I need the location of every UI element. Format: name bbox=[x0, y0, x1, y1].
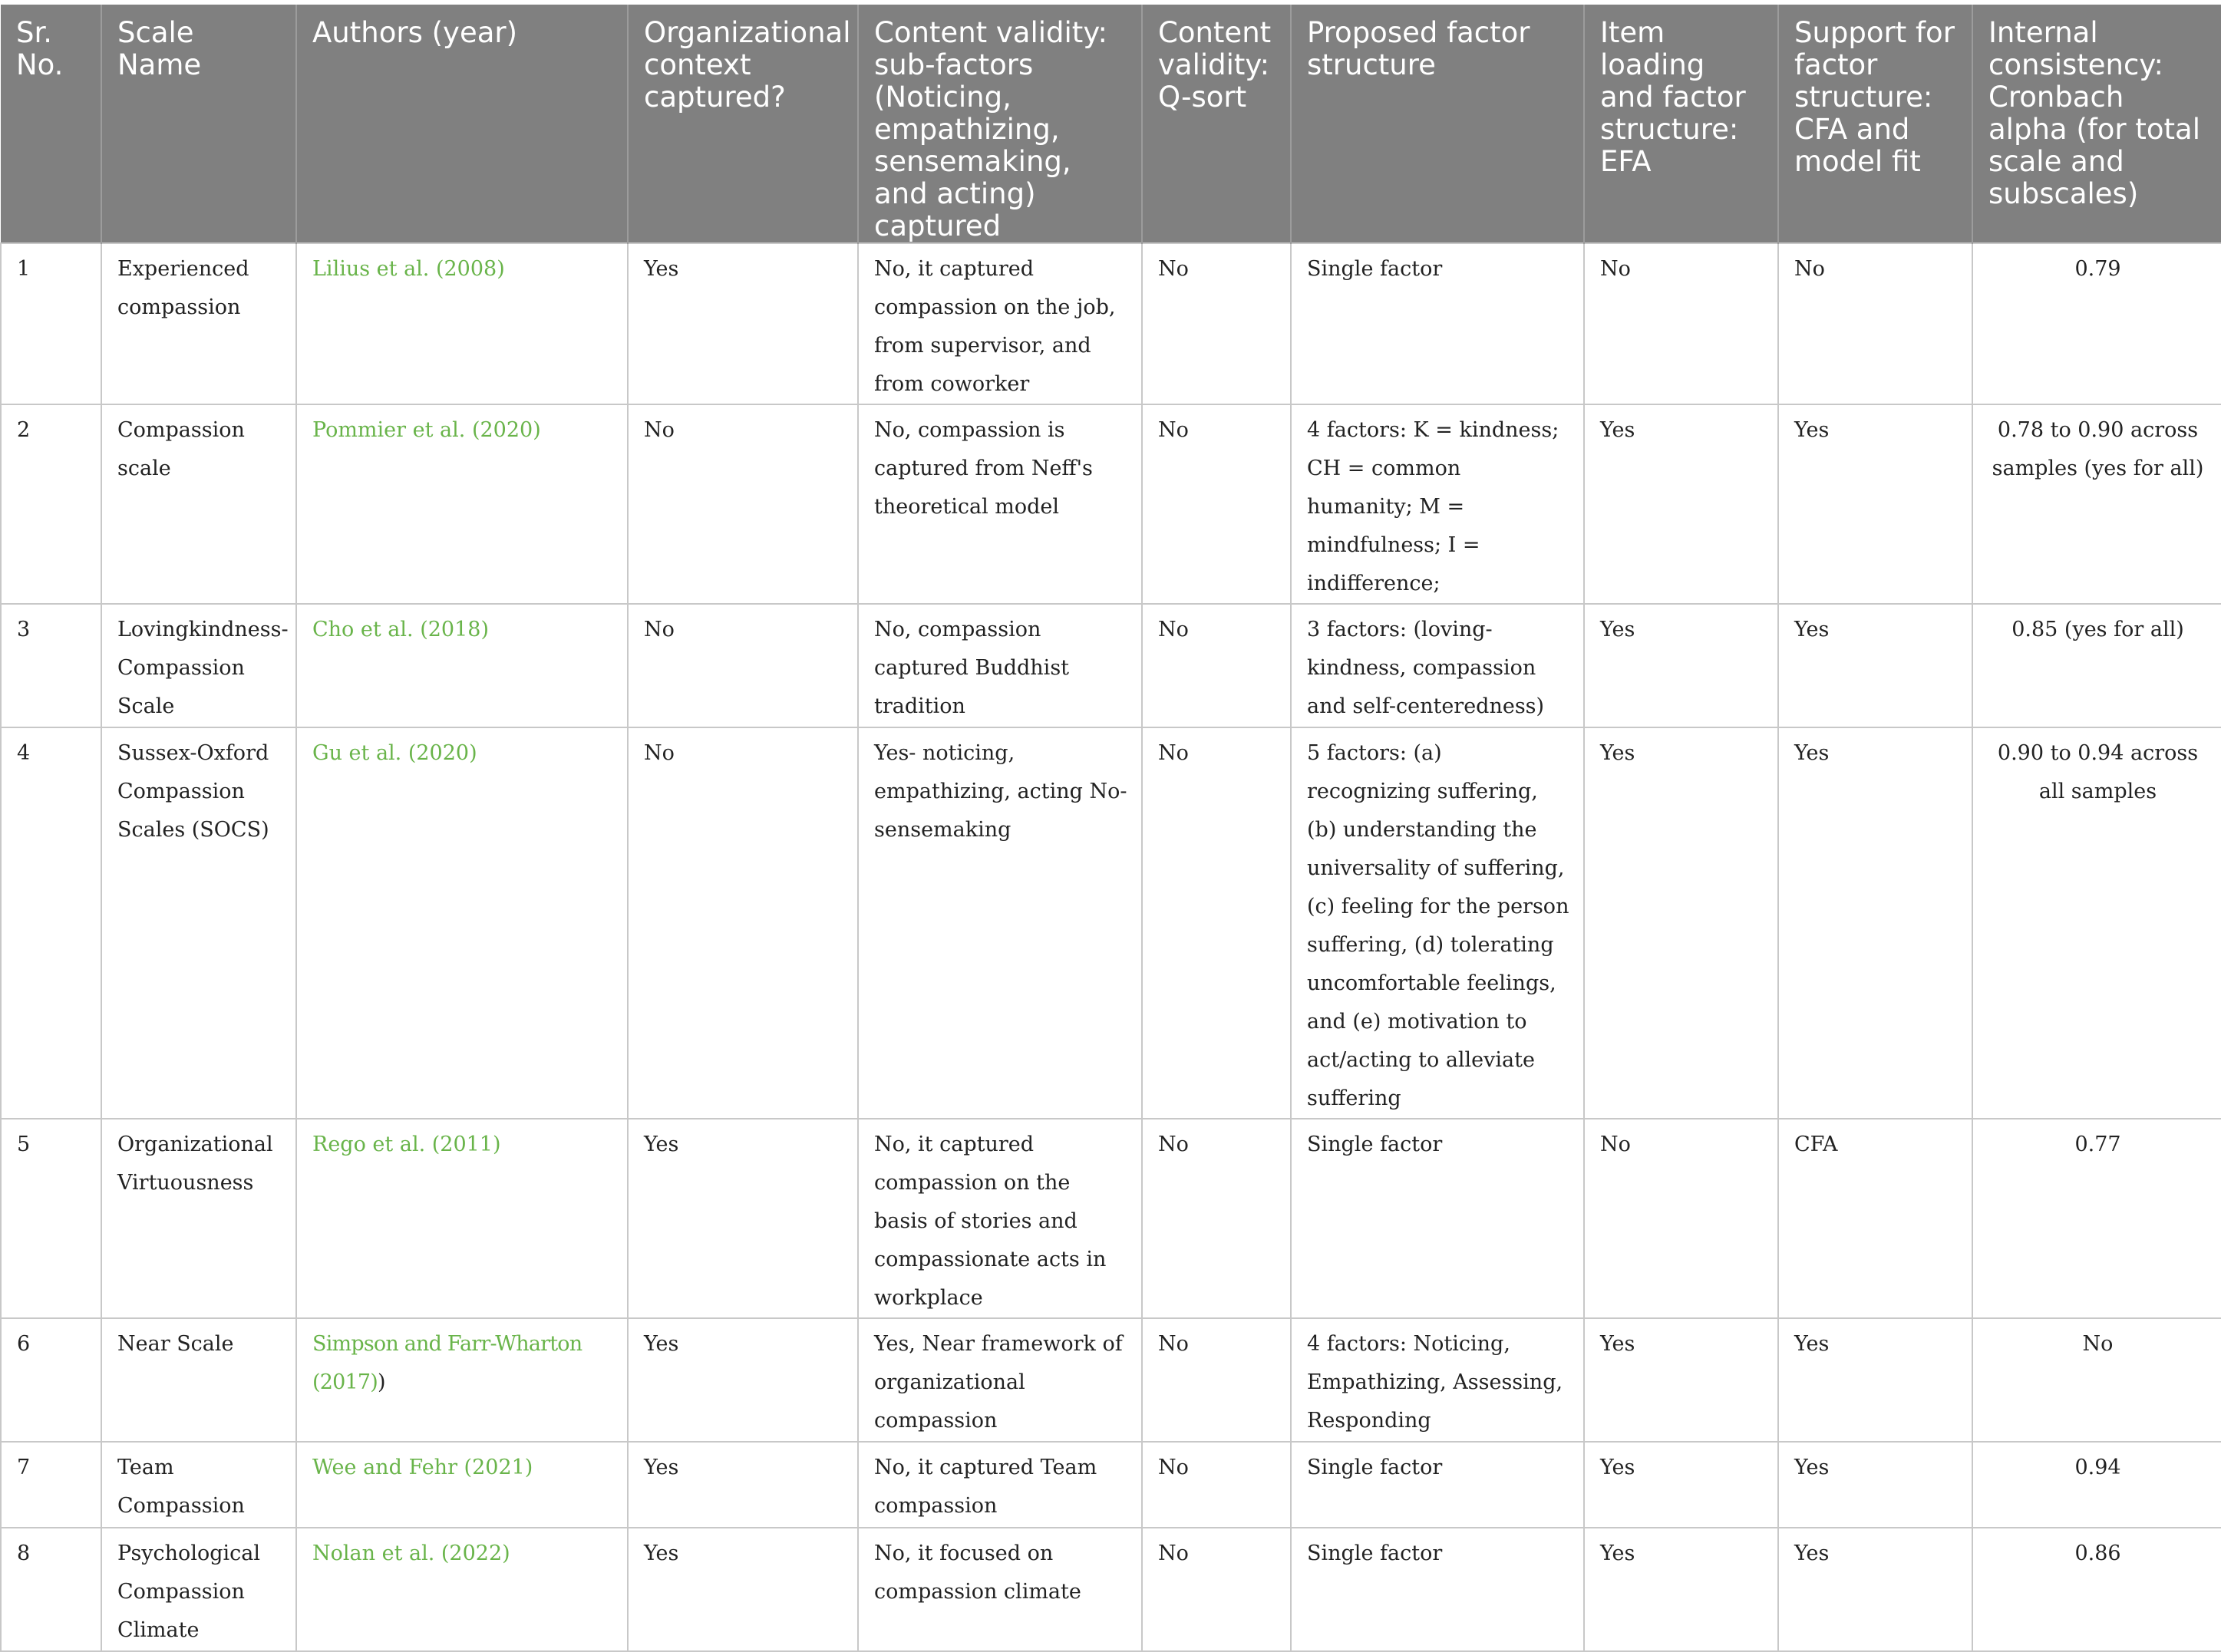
cell-authors bbox=[296, 1528, 628, 1651]
citation-link[interactable]: Wee and Fehr (2021) bbox=[312, 1456, 533, 1479]
cell-sr-no: 8 bbox=[1, 1528, 101, 1651]
citation-link[interactable]: Cho et al. (2018) bbox=[312, 618, 489, 641]
cell-sr-no: 6 bbox=[1, 1318, 101, 1442]
cell-cfa: Yes bbox=[1778, 404, 1972, 604]
cell-subfactors: No, it focused on compassion climate bbox=[858, 1528, 1142, 1651]
cell-sr-no: 2 bbox=[1, 404, 101, 604]
cell-cfa: No bbox=[1778, 243, 1972, 404]
header-scale-name: Scale Name bbox=[101, 5, 296, 243]
cell-alpha: 0.94 bbox=[1972, 1442, 2221, 1528]
cell-authors bbox=[296, 404, 628, 604]
cell-efa: No bbox=[1584, 243, 1778, 404]
cell-alpha: 0.85 (yes for all) bbox=[1972, 604, 2221, 727]
cell-org-context: No bbox=[628, 604, 858, 727]
header-cfa: Support for factor structure: CFA and model fit bbox=[1778, 5, 1972, 243]
cell-factor-structure: 5 factors: (a) recognizing suffering, (b) understanding the universality of suffering, (c) feeling for the person suffering, (d) tolerating uncomfortable feelings, and (e) motivation to act/acting to alleviate suffering bbox=[1291, 727, 1584, 1119]
header-efa: Item loading and factor structure: EFA bbox=[1584, 5, 1778, 243]
citation-link[interactable]: Pommier et al. (2020) bbox=[312, 418, 541, 442]
cell-sr-no: 1 bbox=[1, 243, 101, 404]
cell-qsort: No bbox=[1142, 1119, 1291, 1318]
cell-efa: Yes bbox=[1584, 1318, 1778, 1442]
cell-sr-no: 4 bbox=[1, 727, 101, 1119]
cell-subfactors: No, it captured compassion on the basis of stories and compassionate acts in workplace bbox=[858, 1119, 1142, 1318]
cell-authors bbox=[296, 243, 628, 404]
cell-scale-name: Lovingkindness-Compassion Scale bbox=[101, 604, 296, 727]
scales-comparison-table bbox=[0, 5, 2221, 1652]
cell-qsort: No bbox=[1142, 1528, 1291, 1651]
cell-subfactors: Yes, Near framework of organizational compassion bbox=[858, 1318, 1142, 1442]
table-row bbox=[1, 1528, 2221, 1651]
table-row bbox=[1, 604, 2221, 727]
cell-authors bbox=[296, 1119, 628, 1318]
cell-org-context: No bbox=[628, 727, 858, 1119]
cell-factor-structure: Single factor bbox=[1291, 1119, 1584, 1318]
cell-alpha: 0.78 to 0.90 across samples (yes for all) bbox=[1972, 404, 2221, 604]
cell-org-context: Yes bbox=[628, 1528, 858, 1651]
cell-org-context: No bbox=[628, 404, 858, 604]
cell-alpha: 0.86 bbox=[1972, 1528, 2221, 1651]
table-row bbox=[1, 243, 2221, 404]
header-content-validity-subfactors: Content validity: sub-factors (Noticing, empathizing, sensemaking, and acting) captured bbox=[858, 5, 1142, 243]
header-authors-year: Authors (year) bbox=[296, 5, 628, 243]
cell-factor-structure: 3 factors: (loving-kindness, compassion and self-centeredness) bbox=[1291, 604, 1584, 727]
cell-scale-name: Organizational Virtuousness bbox=[101, 1119, 296, 1318]
cell-efa: No bbox=[1584, 1119, 1778, 1318]
header-proposed-factor-structure: Proposed factor structure bbox=[1291, 5, 1584, 243]
table-row bbox=[1, 404, 2221, 604]
cell-org-context: Yes bbox=[628, 1318, 858, 1442]
cell-sr-no: 5 bbox=[1, 1119, 101, 1318]
cell-org-context: Yes bbox=[628, 243, 858, 404]
cell-cfa: Yes bbox=[1778, 1318, 1972, 1442]
cell-org-context: Yes bbox=[628, 1442, 858, 1528]
cell-factor-structure: 4 factors: K = kindness; CH = common humanity; M = mindfulness; I = indifference; bbox=[1291, 404, 1584, 604]
cell-subfactors: No, it captured Team compassion bbox=[858, 1442, 1142, 1528]
cell-factor-structure: Single factor bbox=[1291, 1528, 1584, 1651]
cell-cfa: Yes bbox=[1778, 1442, 1972, 1528]
table-row bbox=[1, 1119, 2221, 1318]
table-row bbox=[1, 727, 2221, 1119]
cell-authors bbox=[296, 727, 628, 1119]
cell-qsort: No bbox=[1142, 1318, 1291, 1442]
cell-factor-structure: Single factor bbox=[1291, 1442, 1584, 1528]
header-sr-no: Sr. No. bbox=[1, 5, 101, 243]
cell-subfactors: No, it captured compassion on the job, from supervisor, and from coworker bbox=[858, 243, 1142, 404]
cell-cfa: Yes bbox=[1778, 727, 1972, 1119]
cell-cfa: Yes bbox=[1778, 1528, 1972, 1651]
cell-factor-structure: 4 factors: Noticing, Empathizing, Assessing, Responding bbox=[1291, 1318, 1584, 1442]
cell-efa: Yes bbox=[1584, 1442, 1778, 1528]
cell-cfa: Yes bbox=[1778, 604, 1972, 727]
citation-link[interactable]: Gu et al. (2020) bbox=[312, 741, 477, 765]
header-content-validity-qsort: Content validity: Q-sort bbox=[1142, 5, 1291, 243]
cell-org-context: Yes bbox=[628, 1119, 858, 1318]
cell-subfactors: Yes- noticing, empathizing, acting No- sensemaking bbox=[858, 727, 1142, 1119]
cell-qsort: No bbox=[1142, 404, 1291, 604]
cell-qsort: No bbox=[1142, 243, 1291, 404]
cell-scale-name: Experienced compassion bbox=[101, 243, 296, 404]
cell-scale-name: Team Compassion bbox=[101, 1442, 296, 1528]
cell-efa: Yes bbox=[1584, 1528, 1778, 1651]
table-row bbox=[1, 1318, 2221, 1442]
citation-suffix: ) bbox=[377, 1370, 386, 1394]
cell-authors bbox=[296, 1442, 628, 1528]
cell-sr-no: 3 bbox=[1, 604, 101, 727]
cell-alpha: 0.77 bbox=[1972, 1119, 2221, 1318]
cell-alpha: 0.90 to 0.94 across all samples bbox=[1972, 727, 2221, 1119]
citation-link[interactable]: Nolan et al. (2022) bbox=[312, 1542, 510, 1565]
citation-link[interactable]: Simpson and Farr-Wharton (2017) bbox=[312, 1332, 582, 1394]
cell-subfactors: No, compassion captured Buddhist tradition bbox=[858, 604, 1142, 727]
cell-qsort: No bbox=[1142, 604, 1291, 727]
cell-efa: Yes bbox=[1584, 604, 1778, 727]
cell-scale-name: Psychological Compassion Climate bbox=[101, 1528, 296, 1651]
cell-authors bbox=[296, 1318, 628, 1442]
cell-authors bbox=[296, 604, 628, 727]
header-organizational-context: Organizational context captured? bbox=[628, 5, 858, 243]
citation-link[interactable]: Lilius et al. (2008) bbox=[312, 257, 505, 281]
cell-scale-name: Sussex-Oxford Compassion Scales (SOCS) bbox=[101, 727, 296, 1119]
cell-qsort: No bbox=[1142, 727, 1291, 1119]
cell-subfactors: No, compassion is captured from Neff's theoretical model bbox=[858, 404, 1142, 604]
cell-scale-name: Near Scale bbox=[101, 1318, 296, 1442]
header-internal-consistency: Internal consistency: Cronbach alpha (for total scale and subscales) bbox=[1972, 5, 2221, 243]
cell-cfa: CFA bbox=[1778, 1119, 1972, 1318]
cell-qsort: No bbox=[1142, 1442, 1291, 1528]
cell-sr-no: 7 bbox=[1, 1442, 101, 1528]
cell-efa: Yes bbox=[1584, 727, 1778, 1119]
cell-efa: Yes bbox=[1584, 404, 1778, 604]
citation-link[interactable]: Rego et al. (2011) bbox=[312, 1133, 501, 1156]
cell-alpha: No bbox=[1972, 1318, 2221, 1442]
cell-alpha: 0.79 bbox=[1972, 243, 2221, 404]
cell-factor-structure: Single factor bbox=[1291, 243, 1584, 404]
cell-scale-name: Compassion scale bbox=[101, 404, 296, 604]
table-row bbox=[1, 1442, 2221, 1528]
table-header-row bbox=[1, 5, 2221, 243]
